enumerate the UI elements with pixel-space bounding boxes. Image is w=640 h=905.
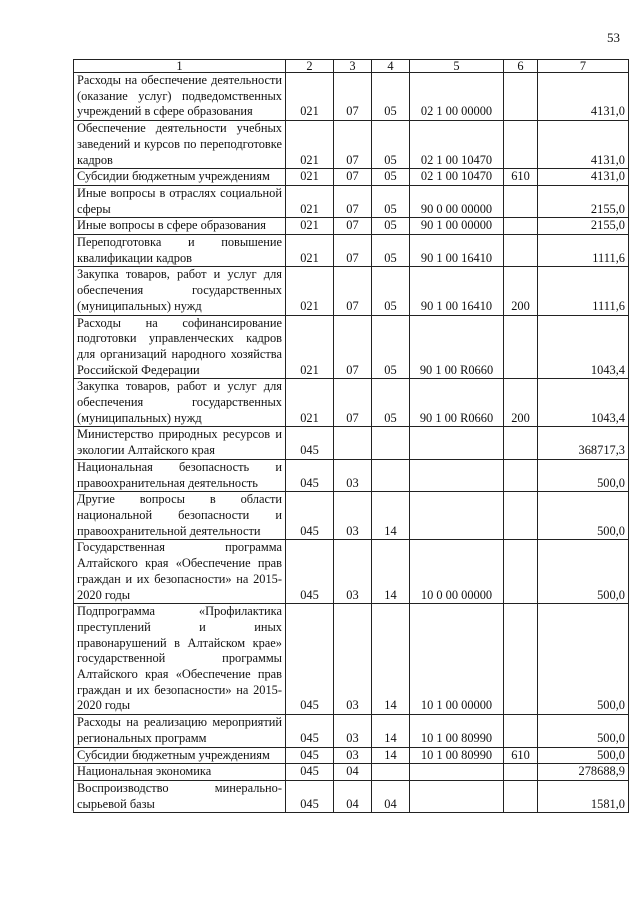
row-subsection-cell: 05 — [372, 379, 410, 427]
row-code-cell: 045 — [286, 427, 334, 459]
row-expense-type-cell — [504, 235, 538, 267]
row-name-cell: Закупка товаров, работ и услуг для обеспечения государственных (муниципальных) нужд — [74, 267, 286, 315]
row-code-cell: 021 — [286, 185, 334, 217]
row-name-cell: Национальная экономика — [74, 764, 286, 781]
header-col-1: 1 — [74, 60, 286, 73]
row-name-cell: Субсидии бюджетным учреждениям — [74, 169, 286, 186]
row-amount-cell: 1111,6 — [538, 235, 629, 267]
row-code-cell: 021 — [286, 379, 334, 427]
row-amount-cell: 500,0 — [538, 747, 629, 764]
row-target-cell: 10 1 00 80990 — [410, 747, 504, 764]
row-name-cell: Расходы на обеспечение деятельности (оказание услуг) подведомственных учреждений в сфере образования — [74, 73, 286, 121]
row-code-cell: 021 — [286, 315, 334, 379]
row-name-cell: Закупка товаров, работ и услуг для обеспечения государственных (муниципальных) нужд — [74, 379, 286, 427]
row-expense-type-cell — [504, 764, 538, 781]
table-header — [74, 60, 629, 73]
row-expense-type-cell — [504, 218, 538, 235]
row-amount-cell: 1111,6 — [538, 267, 629, 315]
header-col-3: 3 — [334, 60, 372, 73]
row-amount-cell: 278688,9 — [538, 764, 629, 781]
row-section-cell: 07 — [334, 235, 372, 267]
row-name-cell: Иные вопросы в отраслях социальной сферы — [74, 185, 286, 217]
row-amount-cell: 500,0 — [538, 540, 629, 604]
row-name-cell: Подпрограмма «Профилактика преступлений и иных правонарушений в Алтайском крае» государственной программы Алтайского края «Обеспечение прав граждан и их безопасности» на 2015-2020 годы — [74, 604, 286, 715]
table-row — [74, 267, 629, 315]
header-col-5: 5 — [410, 60, 504, 73]
row-target-cell: 90 0 00 00000 — [410, 185, 504, 217]
row-amount-cell: 2155,0 — [538, 185, 629, 217]
row-target-cell: 90 1 00 R0660 — [410, 379, 504, 427]
row-section-cell: 07 — [334, 73, 372, 121]
header-col-6: 6 — [504, 60, 538, 73]
row-section-cell: 07 — [334, 218, 372, 235]
table-row — [74, 235, 629, 267]
table-row — [74, 315, 629, 379]
row-expense-type-cell: 200 — [504, 379, 538, 427]
row-subsection-cell: 14 — [372, 492, 410, 540]
row-section-cell: 04 — [334, 780, 372, 812]
row-section-cell: 03 — [334, 540, 372, 604]
row-section-cell: 07 — [334, 315, 372, 379]
row-subsection-cell: 14 — [372, 540, 410, 604]
row-subsection-cell: 05 — [372, 185, 410, 217]
row-amount-cell: 4131,0 — [538, 73, 629, 121]
row-section-cell: 07 — [334, 121, 372, 169]
row-code-cell: 021 — [286, 218, 334, 235]
row-subsection-cell: 05 — [372, 218, 410, 235]
row-subsection-cell: 14 — [372, 715, 410, 747]
row-section-cell: 07 — [334, 379, 372, 427]
table-row — [74, 764, 629, 781]
row-code-cell: 021 — [286, 73, 334, 121]
row-code-cell: 045 — [286, 459, 334, 491]
table-row — [74, 715, 629, 747]
row-amount-cell: 500,0 — [538, 604, 629, 715]
row-target-cell — [410, 764, 504, 781]
row-amount-cell: 4131,0 — [538, 121, 629, 169]
row-subsection-cell — [372, 427, 410, 459]
row-target-cell — [410, 459, 504, 491]
table-row — [74, 427, 629, 459]
row-amount-cell: 1043,4 — [538, 315, 629, 379]
table-row — [74, 604, 629, 715]
row-subsection-cell — [372, 764, 410, 781]
row-section-cell: 03 — [334, 492, 372, 540]
row-code-cell: 045 — [286, 604, 334, 715]
row-code-cell: 045 — [286, 780, 334, 812]
table-row — [74, 121, 629, 169]
row-section-cell: 07 — [334, 267, 372, 315]
row-code-cell: 021 — [286, 267, 334, 315]
row-subsection-cell: 05 — [372, 73, 410, 121]
header-col-2: 2 — [286, 60, 334, 73]
row-amount-cell: 1581,0 — [538, 780, 629, 812]
row-amount-cell: 500,0 — [538, 715, 629, 747]
row-subsection-cell: 14 — [372, 747, 410, 764]
row-name-cell: Министерство природных ресурсов и экологии Алтайского края — [74, 427, 286, 459]
row-name-cell: Переподготовка и повышение квалификации кадров — [74, 235, 286, 267]
row-section-cell: 07 — [334, 185, 372, 217]
row-code-cell: 021 — [286, 169, 334, 186]
row-expense-type-cell — [504, 459, 538, 491]
row-name-cell: Иные вопросы в сфере образования — [74, 218, 286, 235]
row-name-cell: Другие вопросы в области национальной безопасности и правоохранительной деятельности — [74, 492, 286, 540]
row-section-cell — [334, 427, 372, 459]
row-amount-cell: 1043,4 — [538, 379, 629, 427]
table-row — [74, 780, 629, 812]
header-col-7: 7 — [538, 60, 629, 73]
row-subsection-cell: 04 — [372, 780, 410, 812]
row-expense-type-cell — [504, 540, 538, 604]
row-expense-type-cell — [504, 315, 538, 379]
row-target-cell: 10 1 00 00000 — [410, 604, 504, 715]
row-subsection-cell: 05 — [372, 315, 410, 379]
row-expense-type-cell: 610 — [504, 747, 538, 764]
header-col-4: 4 — [372, 60, 410, 73]
row-code-cell: 045 — [286, 492, 334, 540]
header-row — [74, 60, 629, 73]
row-expense-type-cell — [504, 492, 538, 540]
row-expense-type-cell: 610 — [504, 169, 538, 186]
row-name-cell: Расходы на софинансирование подготовки управленческих кадров для организаций народного хозяйства Российской Федерации — [74, 315, 286, 379]
row-name-cell: Расходы на реализацию мероприятий региональных программ — [74, 715, 286, 747]
table-row — [74, 218, 629, 235]
row-expense-type-cell — [504, 715, 538, 747]
table-row — [74, 540, 629, 604]
row-code-cell: 045 — [286, 747, 334, 764]
row-section-cell: 03 — [334, 604, 372, 715]
row-expense-type-cell — [504, 427, 538, 459]
page-number: 53 — [607, 30, 620, 45]
table-row — [74, 492, 629, 540]
row-code-cell: 045 — [286, 715, 334, 747]
row-section-cell: 03 — [334, 747, 372, 764]
table-row — [74, 169, 629, 186]
row-target-cell — [410, 492, 504, 540]
row-target-cell: 02 1 00 00000 — [410, 73, 504, 121]
table-row — [74, 459, 629, 491]
row-target-cell: 02 1 00 10470 — [410, 121, 504, 169]
row-code-cell: 021 — [286, 235, 334, 267]
table-row — [74, 73, 629, 121]
row-expense-type-cell — [504, 121, 538, 169]
row-section-cell: 07 — [334, 169, 372, 186]
table-row — [74, 379, 629, 427]
row-target-cell: 90 1 00 16410 — [410, 267, 504, 315]
row-name-cell: Субсидии бюджетным учреждениям — [74, 747, 286, 764]
row-expense-type-cell — [504, 604, 538, 715]
row-subsection-cell — [372, 459, 410, 491]
row-amount-cell: 4131,0 — [538, 169, 629, 186]
row-code-cell: 045 — [286, 764, 334, 781]
row-expense-type-cell — [504, 73, 538, 121]
row-amount-cell: 368717,3 — [538, 427, 629, 459]
row-subsection-cell: 05 — [372, 267, 410, 315]
row-name-cell: Национальная безопасность и правоохранительная деятельность — [74, 459, 286, 491]
row-section-cell: 03 — [334, 715, 372, 747]
row-target-cell — [410, 427, 504, 459]
row-expense-type-cell: 200 — [504, 267, 538, 315]
row-target-cell: 10 1 00 80990 — [410, 715, 504, 747]
row-subsection-cell: 14 — [372, 604, 410, 715]
row-name-cell: Государственная программа Алтайского края «Обеспечение прав граждан и их безопасности» на 2015-2020 годы — [74, 540, 286, 604]
row-section-cell: 04 — [334, 764, 372, 781]
row-section-cell: 03 — [334, 459, 372, 491]
row-code-cell: 045 — [286, 540, 334, 604]
row-amount-cell: 500,0 — [538, 459, 629, 491]
row-target-cell: 90 1 00 00000 — [410, 218, 504, 235]
row-code-cell: 021 — [286, 121, 334, 169]
table-row — [74, 185, 629, 217]
row-expense-type-cell — [504, 185, 538, 217]
table-body — [74, 73, 629, 813]
row-expense-type-cell — [504, 780, 538, 812]
row-subsection-cell: 05 — [372, 121, 410, 169]
row-target-cell: 90 1 00 R0660 — [410, 315, 504, 379]
row-name-cell: Обеспечение деятельности учебных заведений и курсов по переподготовке кадров — [74, 121, 286, 169]
row-target-cell: 02 1 00 10470 — [410, 169, 504, 186]
row-name-cell: Воспроизводство минерально-сырьевой базы — [74, 780, 286, 812]
budget-table — [73, 59, 629, 813]
row-subsection-cell: 05 — [372, 235, 410, 267]
row-target-cell: 90 1 00 16410 — [410, 235, 504, 267]
row-target-cell: 10 0 00 00000 — [410, 540, 504, 604]
table-row — [74, 747, 629, 764]
row-amount-cell: 2155,0 — [538, 218, 629, 235]
row-amount-cell: 500,0 — [538, 492, 629, 540]
row-subsection-cell: 05 — [372, 169, 410, 186]
row-target-cell — [410, 780, 504, 812]
